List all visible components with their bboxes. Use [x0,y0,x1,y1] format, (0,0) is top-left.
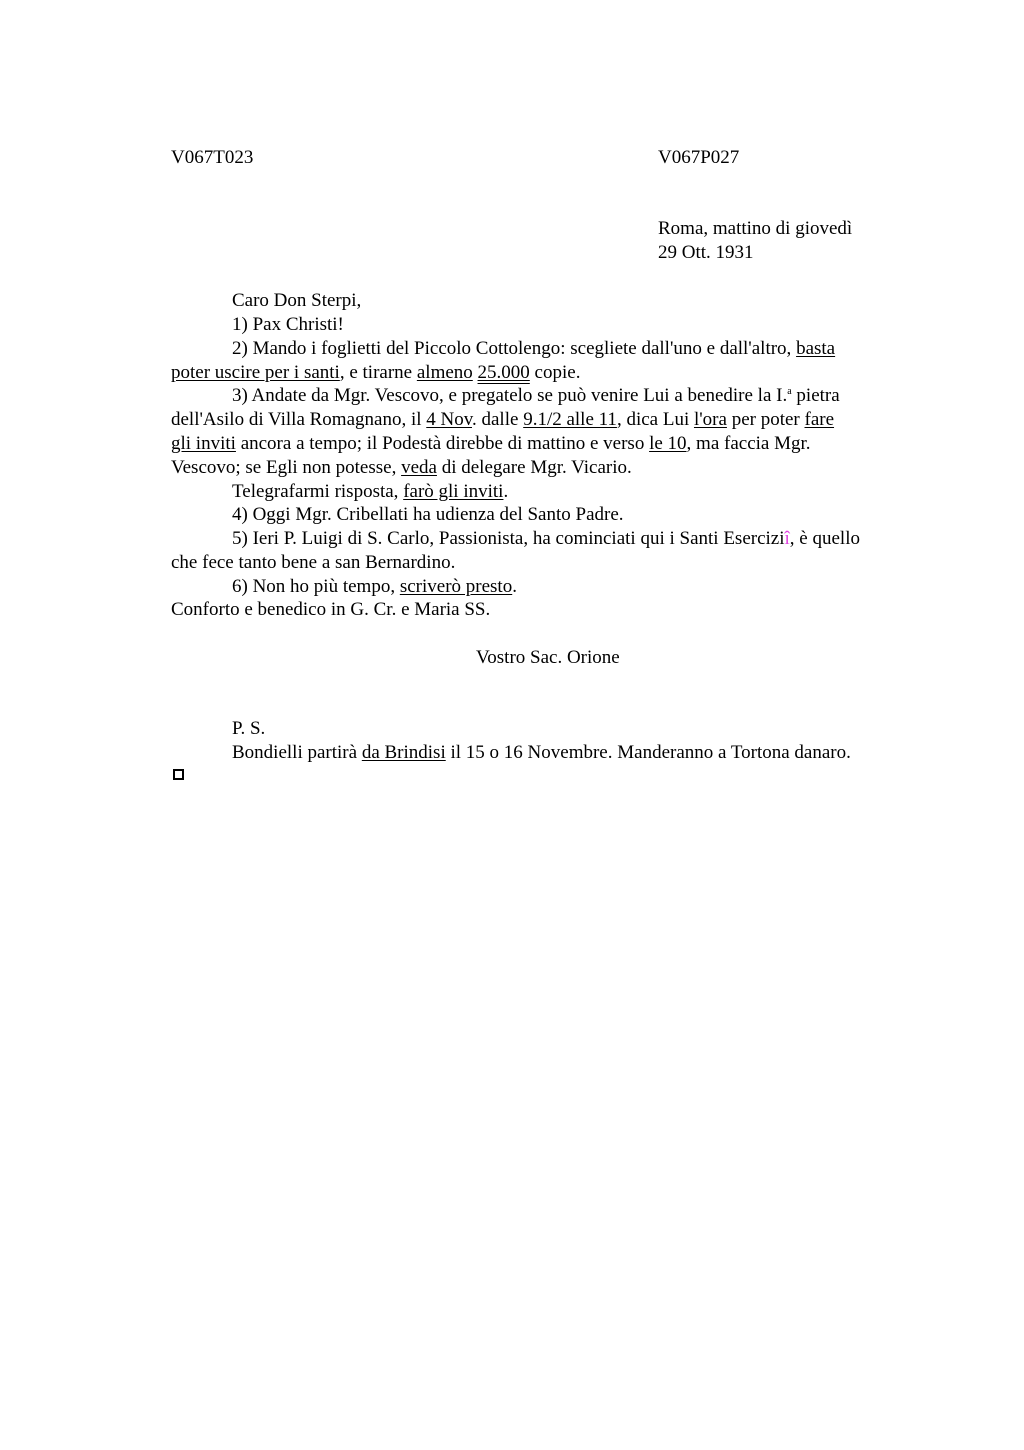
item-3-underline-5: gli inviti [171,433,236,454]
archive-code-left: V067T023 [171,147,254,168]
item-3-text-j: di delegare Mgr. Vicario. [436,457,632,478]
item-3-text-i: Vescovo; se Egli non potesse, [171,457,402,478]
item-2-text-a: 2) Mando i foglietti del Piccolo Cottolengo: scegliete dall'uno e dall'altro, [232,338,797,359]
item-3-underline-4: fare [804,409,835,430]
item-3-text-d: . dalle [472,409,524,430]
item-2-double-underline: 25.000 [477,362,530,383]
item-4: 4) Oggi Mgr. Cribellati ha udienza del Santo Padre. [232,504,624,525]
item-3-text-h: , ma faccia Mgr. [686,433,811,454]
item-3-underline-7: veda [401,457,437,478]
item-3-text-e: , dica Lui [616,409,694,430]
telegram-text-b: . [503,481,509,502]
ps-line [232,741,851,765]
item-2-underline-3: almeno [416,362,473,383]
item-2-underline-1: basta [796,338,836,359]
ps-underline: da Brindisi [361,742,446,763]
item-5-line-1 [232,527,860,551]
item-6 [232,575,517,599]
item-3-text-a: 3) Andate da Mgr. Vescovo, e pregatelo se può venire Lui a benedire la I. [232,385,788,406]
item-3-text-g: ancora a tempo; il Podestà direbbe di mattino e verso [235,433,650,454]
item-6-text-b: . [512,576,517,597]
telegram-text-a: Telegrafarmi risposta, [232,481,404,502]
square-outline-icon [173,769,184,780]
item-3-line-2 [171,408,834,432]
item-5-text-a: 5) Ieri P. Luigi di S. Carlo, Passionista, ha cominciati qui i Santi Esercizi [232,528,785,549]
item-2-text-b: , e tirarne [339,362,417,383]
signature: Vostro Sac. Orione [476,647,620,668]
salutation: Caro Don Sterpi, [232,290,362,311]
item-3-underline-2: 9.1/2 alle 11 [523,409,617,430]
item-2-underline-2: poter uscire per i santi [171,362,340,383]
item-6-underline: scriverò presto [399,576,513,597]
item-3-line-4 [171,456,632,480]
item-2-line-1 [232,337,835,361]
item-3-line-1 [232,384,840,408]
item-2-line-2 [171,361,580,385]
item-3-text-c: dell'Asilo di Villa Romagnano, il [171,409,427,430]
item-3-text-f: per poter [726,409,805,430]
item-3-text-b: pietra [791,385,840,406]
item-3-underline-3: l'ora [693,409,727,430]
dateline-place: Roma, mattino di giovedì [658,218,853,239]
dateline-date: 29 Ott. 1931 [658,242,754,263]
item-3-line-3 [171,432,811,456]
item-5-line-2: che fece tanto bene a san Bernardino. [171,552,456,573]
ps-label: P. S. [232,718,266,739]
telegram-underline: farò gli inviti [403,481,504,502]
item-3-underline-1: 4 Nov [426,409,472,430]
item-5-text-b: , è quello [789,528,860,549]
item-6-text-a: 6) Non ho più tempo, [232,576,400,597]
telegram-line [232,480,508,504]
item-3-underline-6: le 10 [649,433,687,454]
item-5-highlight-mark: î [784,528,790,549]
ps-text-a: Bondielli partirà [232,742,362,763]
archive-code-right: V067P027 [658,147,740,168]
closing-line: Conforto e benedico in G. Cr. e Maria SS. [171,599,491,620]
item-2-text-d: copie. [529,362,581,383]
ps-text-b: il 15 o 16 Novembre. Manderanno a Tortona danaro. [445,742,851,763]
item-1: 1) Pax Christi! [232,314,344,335]
item-3-superscript: a [787,386,792,397]
